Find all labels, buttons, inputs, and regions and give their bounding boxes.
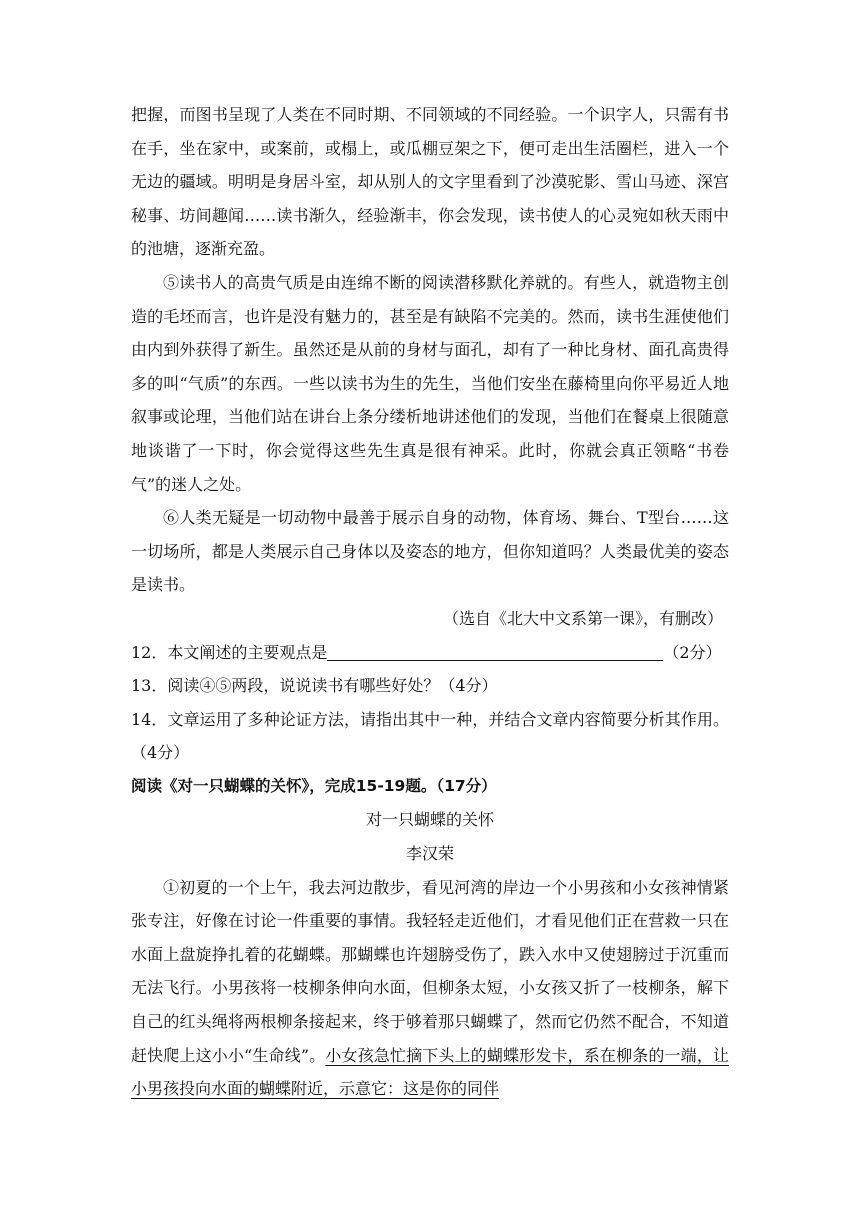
article-author: 李汉荣 [405, 844, 454, 864]
article-paragraph-1 [131, 871, 729, 1106]
question-12 [131, 636, 729, 670]
source-citation: （选自《北大中文系第一课》，有删改） [442, 608, 723, 628]
section-instruction: 阅读《对一只蝴蝶的关怀》，完成15-19题。（17分） [131, 776, 497, 795]
answer-blank [327, 642, 663, 661]
paragraph-1-text: ①初夏的一个上午，我去河边散步，看见河湾的岸边一个小男孩和小女孩神情紧张专注，好像在讨论一件重要的事情。我轻轻走近他们，才看见他们正在营救一只在水面上盘旋挣扎着的花蝴蝶。那蝴蝶也许翅膀受伤了，跌入水中又使翅膀过于沉重而无法飞行。小男孩将一枝柳条伸向水面，但柳条太短，小女孩又折了一枝柳条，解下自己的红头绳将两根柳条接起来，终于够着那只蝴蝶了，然而它仍然不配合，不知道赶快爬上这小小“生命线”。 [131, 877, 729, 1065]
question-14: 14．文章运用了多种论证方法，请指出其中一种，并结合文章内容简要分析其作用。（4分） [131, 709, 729, 763]
question-12-score: （2分） [663, 642, 722, 662]
question-13: 13．阅读④⑤两段，说说读书有哪些好处？（4分） [131, 676, 498, 696]
paragraph-4-tail: 把握，而图书呈现了人类在不同时期、不同领域的不同经验。一个识字人，只需有书在手，坐在家中，或案前，或榻上，或瓜棚豆架之下，便可走出生活圈栏，进入一个无边的疆域。明明是身居斗室，却从别人的文字里看到了沙漠驼影、雪山马迹、深宫秘事、坊间趣闻……读书渐久，经验渐丰，你会发现，读书使人的心灵宛如秋天雨中的池塘，逐渐充盈。 [131, 105, 729, 259]
question-12-text: 12．本文阐述的主要观点是 [131, 642, 328, 662]
paragraph-6: ⑥人类无疑是一切动物中最善于展示自身的动物，体育场、舞台、T型台……这一切场所，都是人类展示自己身体以及姿态的地方，但你知道吗？人类最优美的姿态是读书。 [131, 508, 729, 595]
article-title: 对一只蝴蝶的关怀 [365, 810, 494, 830]
document-body [131, 98, 729, 1106]
paragraph-5: ⑤读书人的高贵气质是由连绵不断的阅读潜移默化养就的。有些人，就造物主创造的毛坯而言，也许是没有魅力的，甚至是有缺陷不完美的。然而，读书生涯使他们由内到外获得了新生。虽然还是从前的身材与面孔，却有了一种比身材、面孔高贵得多的叫“气质”的东西。一些以读书为生的先生，当他们安坐在藤椅里向你平易近人地叙事或论理，当他们站在讲台上条分缕析地讲述他们的发现，当他们在餐桌上很随意地谈谐了一下时，你会觉得这些先生真是很有神采。此时，你就会真正领略“书卷气”的迷人之处。 [131, 272, 729, 494]
underlined-sentence: 小女孩急忙摘下头上的蝴蝶形发卡，系在柳条的一端，让小男孩投向水面的蝴蝶附近，示意它：这是你的同伴 [131, 1045, 729, 1099]
